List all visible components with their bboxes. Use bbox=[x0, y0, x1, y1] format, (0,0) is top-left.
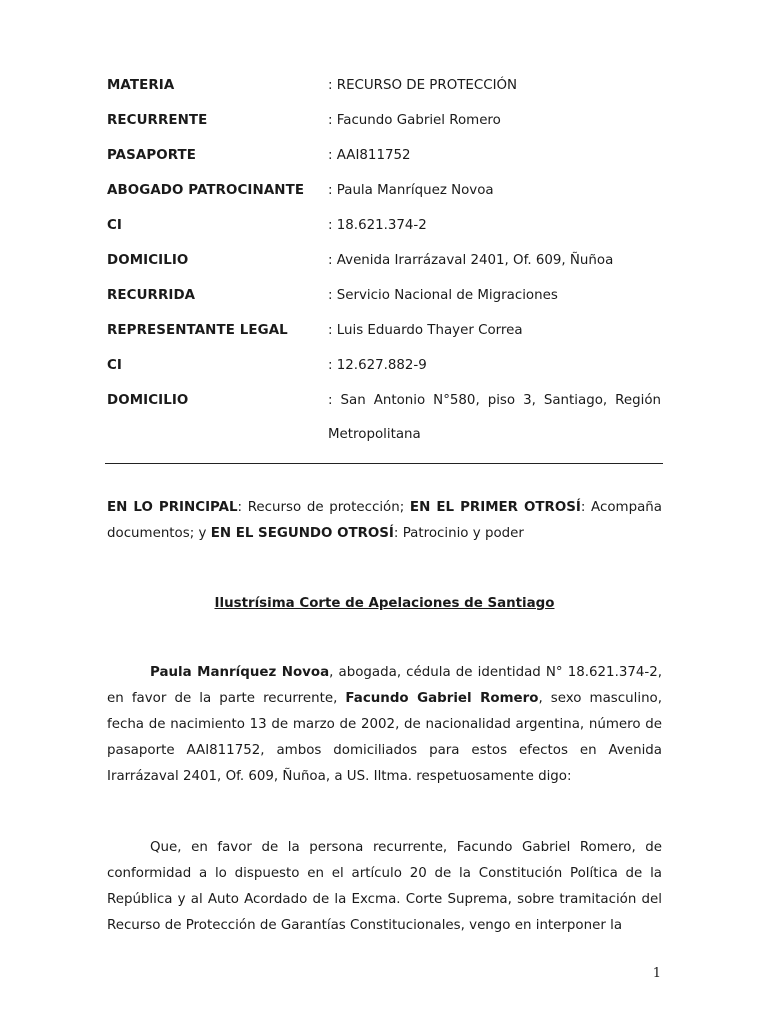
header-row-recurrida bbox=[107, 283, 662, 318]
header-row-abogado bbox=[107, 178, 662, 213]
body-paragraph-2: Que, en favor de la persona recurrente, Facundo Gabriel Romero, de conformidad a lo dispuesto en el artículo 20 de la Constitución Política de la República y al Auto Acordado de la Excma. Corte Suprema, sobre tramitación del Recurso de Protección de Garantías Constitucionales, vengo en interponer la bbox=[107, 840, 662, 933]
field-label: CI bbox=[107, 218, 123, 233]
header-row-domicilio-recurrida bbox=[107, 388, 662, 450]
body-paragraph-1 bbox=[107, 660, 662, 790]
field-label: PASAPORTE bbox=[107, 148, 197, 163]
field-value: : AAI811752 bbox=[328, 148, 411, 163]
field-value: : Servicio Nacional de Migraciones bbox=[328, 288, 558, 303]
court-heading: Ilustrísima Corte de Apelaciones de Santiago bbox=[214, 596, 555, 611]
header-row-ci-representante bbox=[107, 353, 662, 388]
header-row-domicilio-recurrente bbox=[107, 248, 662, 283]
header-row-materia bbox=[107, 73, 662, 108]
header-row-recurrente bbox=[107, 108, 662, 143]
header-row-ci-abogado bbox=[107, 213, 662, 248]
principal-text: : Recurso de protección; bbox=[237, 500, 410, 515]
otrosi2-label: EN EL SEGUNDO OTROSÍ bbox=[210, 526, 394, 541]
principal-label: EN LO PRINCIPAL bbox=[107, 500, 238, 515]
field-value: : RECURSO DE PROTECCIÓN bbox=[328, 78, 518, 93]
field-value: : 12.627.882-9 bbox=[328, 358, 427, 373]
otrosi2-text: : Patrocinio y poder bbox=[393, 526, 524, 541]
field-label: CI bbox=[107, 358, 123, 373]
field-value: : Paula Manríquez Novoa bbox=[328, 183, 494, 198]
field-label: REPRESENTANTE LEGAL bbox=[107, 323, 288, 338]
header-row-representante bbox=[107, 318, 662, 353]
field-value: : Luis Eduardo Thayer Correa bbox=[328, 323, 523, 338]
field-label: DOMICILIO bbox=[107, 393, 189, 408]
field-value: : Facundo Gabriel Romero bbox=[328, 113, 501, 128]
sumilla bbox=[107, 495, 662, 547]
field-label: ABOGADO PATROCINANTE bbox=[107, 183, 305, 198]
field-label: DOMICILIO bbox=[107, 253, 189, 268]
client-name: Facundo Gabriel Romero bbox=[345, 691, 539, 706]
page-number: 1 bbox=[652, 966, 661, 981]
header-divider bbox=[105, 463, 663, 464]
field-value: : 18.621.374-2 bbox=[328, 218, 427, 233]
field-label: MATERIA bbox=[107, 78, 175, 93]
field-label: RECURRENTE bbox=[107, 113, 208, 128]
paragraph-text: , abogada, cédula de identidad N° 18.621.374-2, en favor de la parte recurrente, bbox=[107, 665, 662, 706]
otrosi1-label: EN EL PRIMER OTROSÍ bbox=[409, 500, 581, 515]
field-value: : Avenida Irarrázaval 2401, Of. 609, Ñuñoa bbox=[328, 253, 614, 268]
field-value: : San Antonio N°580, piso 3, Santiago, Región Metropolitana bbox=[328, 393, 661, 442]
lawyer-name: Paula Manríquez Novoa bbox=[150, 665, 330, 680]
header-row-pasaporte bbox=[107, 143, 662, 178]
case-header-table bbox=[107, 73, 662, 450]
paragraph-text: , sexo masculino, fecha de nacimiento 13 de marzo de 2002, de nacionalidad argentina, número de pasaporte AAI811752, ambos domiciliados para estos efectos en Avenida Irarrázaval 2401, Of. 609, Ñuñoa, a US. Iltma. respetuosamente digo: bbox=[107, 691, 663, 784]
field-label: RECURRIDA bbox=[107, 288, 196, 303]
otrosi1-text: : Acompaña documentos; y bbox=[107, 500, 662, 541]
